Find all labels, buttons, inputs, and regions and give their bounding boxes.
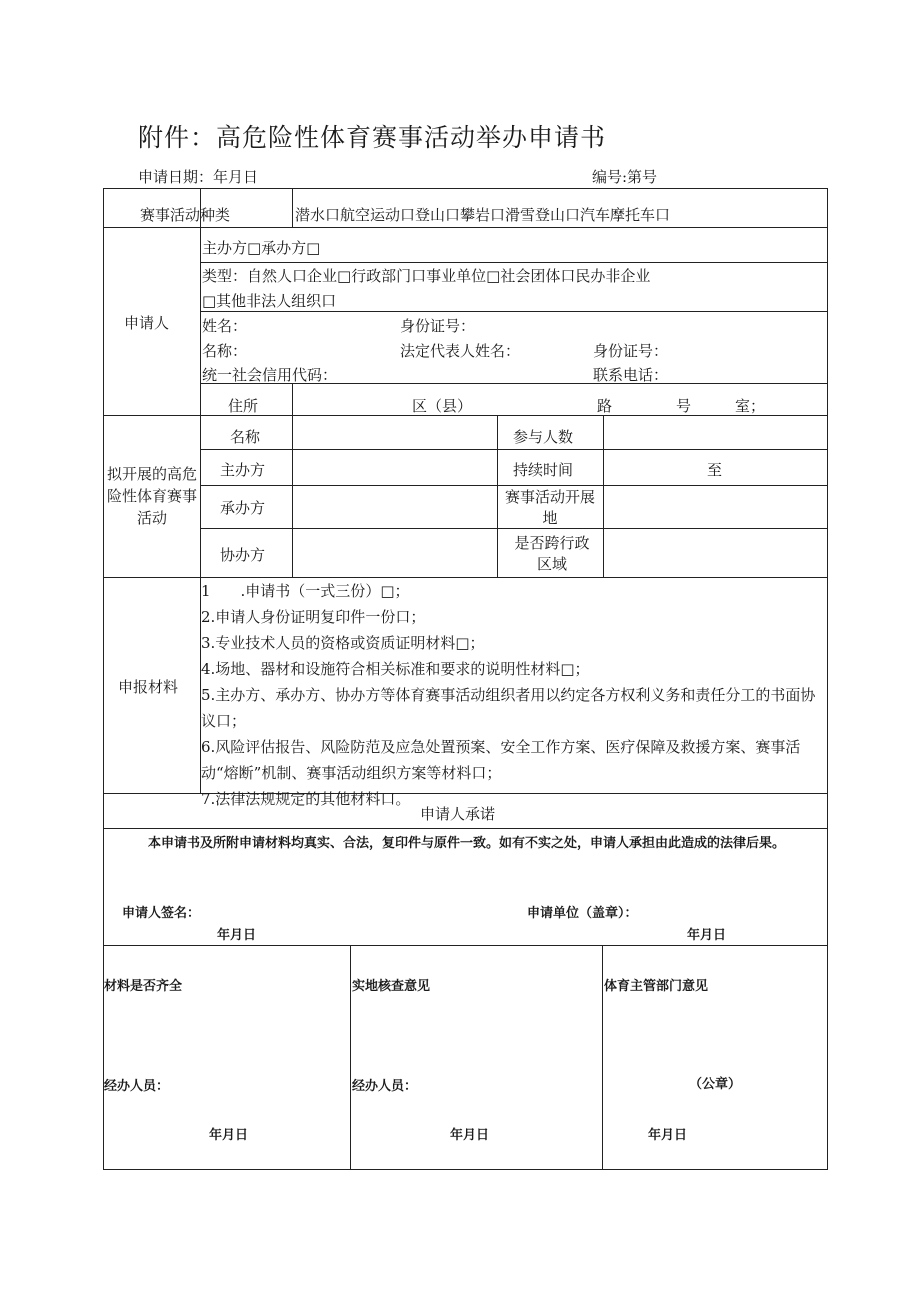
official-seal-label: （公章） <box>689 1077 742 1092</box>
materials-checklist <box>201 578 823 808</box>
address-number[interactable]: 号 <box>676 397 692 415</box>
legal-rep-name-field[interactable]: 法定代表人姓名： <box>400 342 521 360</box>
venue-label: 赛事活动开展地 <box>504 488 595 527</box>
material-item-3[interactable]: 3.专业技术人员的资格或资质证明材料□； <box>201 634 485 652</box>
pledge-statement: 本申请书及所附申请材料均真实、合法，复印件与原件一致。如有不实之处，申请人承担由此造成的法律后果。 <box>148 836 786 851</box>
applicant-type-options[interactable]: 类型：自然人口企业□行政部门口事业单位□社会团体口民办非企业 <box>202 267 651 285</box>
event-host-label: 主办方 <box>220 461 266 479</box>
duration-separator: 至 <box>707 461 723 479</box>
seal-date[interactable]: 年月日 <box>687 928 727 943</box>
org-name-field[interactable]: 名称： <box>202 342 248 360</box>
review-materials-complete-title: 材料是否齐全 <box>104 979 183 994</box>
phone-field[interactable]: 联系电话： <box>593 366 669 384</box>
applicant-signature-field[interactable]: 申请人签名： <box>122 906 201 921</box>
applicant-name-field[interactable]: 姓名： <box>202 317 248 335</box>
applicant-organizer-options[interactable]: 主办方□承办方□ <box>202 239 321 257</box>
materials-label: 申报材料 <box>118 678 179 696</box>
material-item-6[interactable]: 6.风险评估报告、风险防范及应急处置预案、安全工作方案、医疗保障及救援方案、赛事活动“熔断”机制、赛事活动组织方案等材料口； <box>201 738 801 782</box>
address-room[interactable]: 室； <box>735 397 766 415</box>
material-item-1[interactable]: 1 .申请书（一式三份）□； <box>201 582 410 600</box>
material-item-4[interactable]: 4.场地、器材和设施符合相关标准和要求的说明性材料□； <box>201 660 590 678</box>
review-col2-handler-field[interactable]: 经办人员： <box>352 1079 418 1094</box>
participants-label: 参与人数 <box>513 428 574 446</box>
pledge-title: 申请人承诺 <box>420 805 496 823</box>
duration-label: 持续时间 <box>513 461 574 479</box>
applicant-id-field[interactable]: 身份证号： <box>400 317 476 335</box>
address-road[interactable]: 路 <box>597 397 613 415</box>
document-number: 编号:第号 <box>592 168 658 186</box>
review-col1-date[interactable]: 年月日 <box>209 1128 249 1143</box>
address-district[interactable]: 区（县） <box>412 397 473 415</box>
cross-region-label: 是否跨行政区域 <box>514 534 590 573</box>
review-col1-handler-field[interactable]: 经办人员： <box>104 1079 170 1094</box>
event-name-label: 名称 <box>230 428 261 446</box>
event-type-label: 赛事活动种类 <box>140 206 231 224</box>
event-section-label: 拟开展的高危险性体育赛事活动 <box>106 465 197 527</box>
event-type-options[interactable]: 潜水口航空运动口登山口攀岩口滑雪登山口汽车摩托车口 <box>295 206 671 224</box>
material-item-2[interactable]: 2.申请人身份证明复印件一份口； <box>201 608 426 626</box>
material-item-7[interactable]: 7.法律法规规定的其他材料口。 <box>201 790 411 808</box>
application-date: 申请日期：年月日 <box>138 168 259 186</box>
applicant-label: 申请人 <box>124 314 170 332</box>
event-co-organizer-label: 协办方 <box>220 546 266 564</box>
review-site-inspection-title: 实地核查意见 <box>352 979 431 994</box>
material-item-5[interactable]: 5.主办方、承办方、协办方等体育赛事活动组织者用以约定各方权利义务和责任分工的书面协议口； <box>201 686 816 730</box>
credit-code-field[interactable]: 统一社会信用代码： <box>202 366 338 384</box>
event-organizer-label: 承办方 <box>220 499 266 517</box>
signature-date[interactable]: 年月日 <box>217 928 257 943</box>
review-sports-dept-title: 体育主管部门意见 <box>604 979 709 994</box>
address-label: 住所 <box>228 397 259 415</box>
applicant-unit-seal-field[interactable]: 申请单位（盖章）： <box>527 906 638 921</box>
legal-rep-id-field[interactable]: 身份证号： <box>593 342 669 360</box>
review-col3-date[interactable]: 年月日 <box>648 1128 688 1143</box>
applicant-type-options-cont[interactable]: □其他非法人组织口 <box>202 292 337 310</box>
review-col2-date[interactable]: 年月日 <box>450 1128 490 1143</box>
document-title: 附件：高危险性体育赛事活动举办申请书 <box>138 123 607 152</box>
